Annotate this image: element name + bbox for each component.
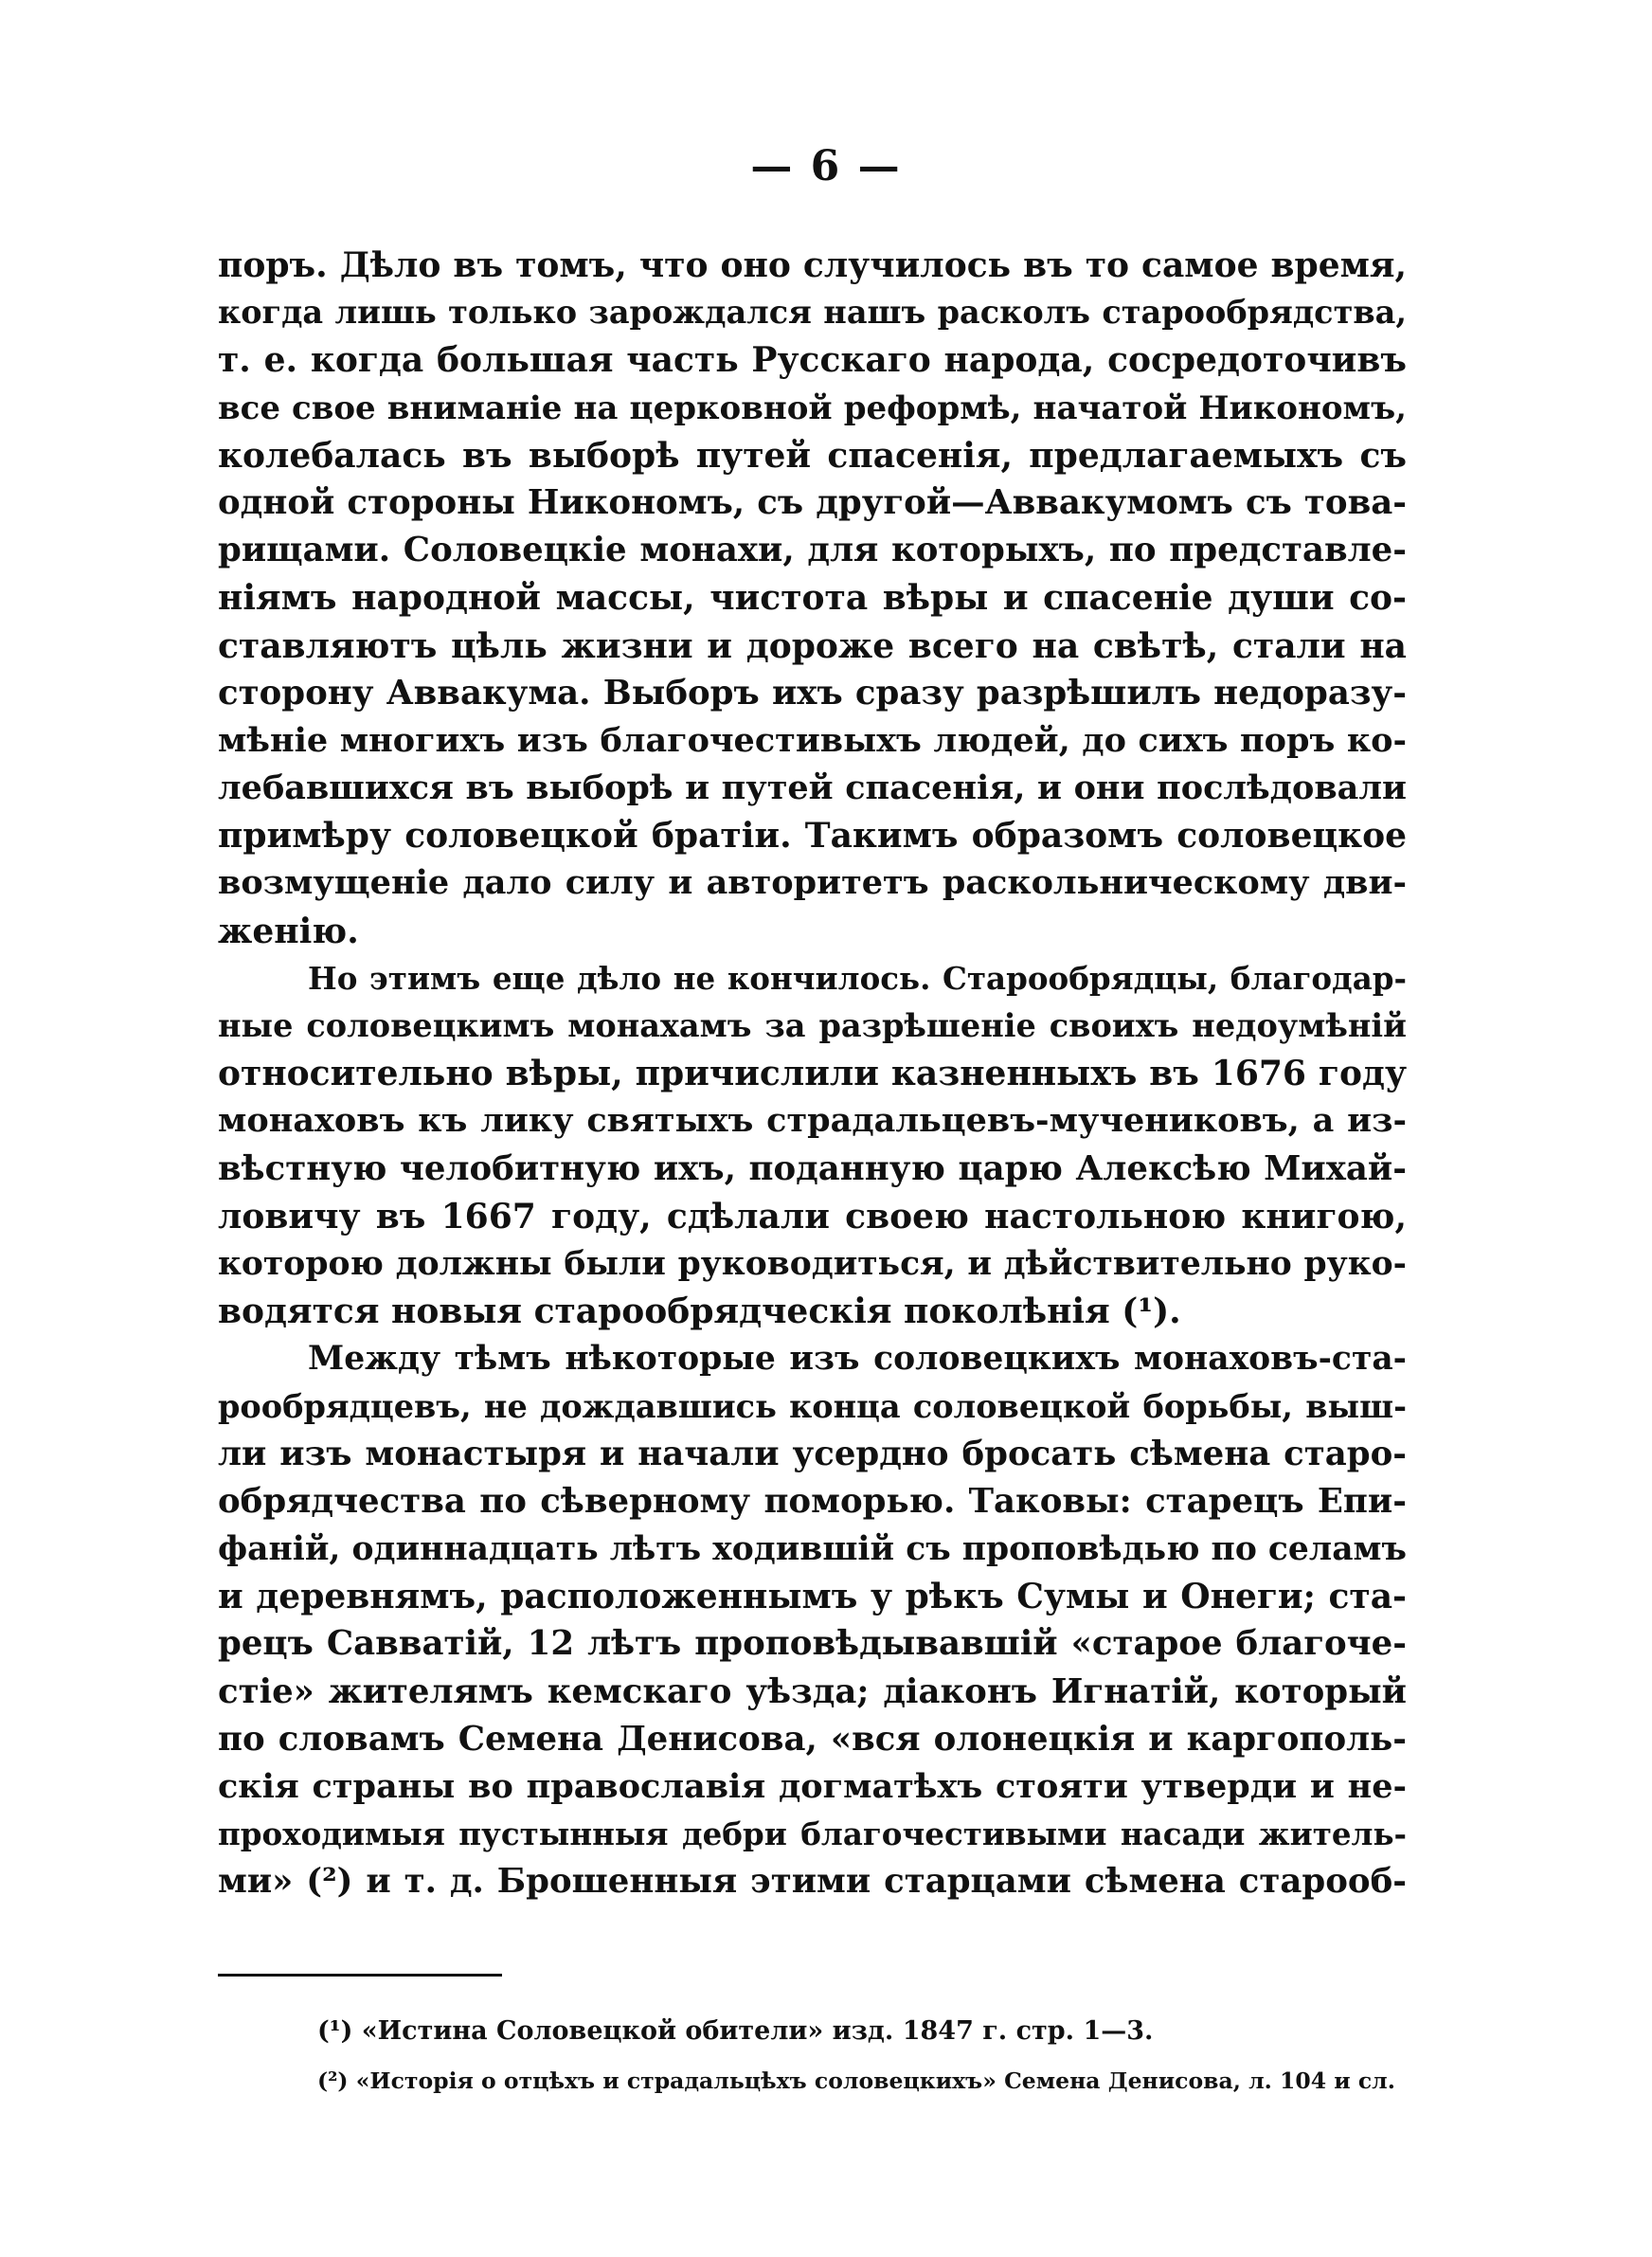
text-line: рищами. Соловецкіе монахи, для которыхъ, по представле-: [218, 531, 1407, 570]
text-line: ми» (²) и т. д. Брошенныя этими старцами сѣмена старооб-: [218, 1862, 1407, 1902]
text-line: ловичу въ 1667 году, сдѣлали своею настольною книгою,: [218, 1196, 1407, 1237]
text-line: все свое вниманіе на церковной реформѣ, начатой Никономъ,: [218, 388, 1407, 427]
text-line: женію.: [218, 911, 359, 951]
text-line: водятся новыя старообрядческія поколѣнія (¹).: [218, 1291, 1181, 1332]
text-line: поръ. Дѣло въ томъ, что оно случилось въ то самое время,: [218, 245, 1407, 285]
text-line: стіе» жителямъ кемскаго уѣзда; діаконъ Игнатій, который: [218, 1671, 1407, 1711]
footnote-2: (²) «Исторія о отцѣхъ и страдальцѣхъ соловецкихъ» Семена Денисова, л. 104 и сл.: [317, 2067, 1395, 2094]
text-line: колебалась въ выборѣ путей спасенія, предлагаемыхъ съ: [218, 435, 1407, 476]
text-line: рецъ Савватій, 12 лѣтъ проповѣдывавшій «старое благоче-: [218, 1624, 1407, 1664]
text-line: ли изъ монастыря и начали усердно бросать сѣмена старо-: [218, 1434, 1407, 1473]
footnote-1: (¹) «Истина Соловецкой обители» изд. 1847 г. стр. 1—3.: [317, 2016, 1154, 2046]
text-line: Между тѣмъ нѣкоторые изъ соловецкихъ монаховъ-ста-: [308, 1340, 1407, 1379]
page-number: — 6 —: [750, 142, 902, 190]
text-line: фаній, одиннадцать лѣтъ ходившій съ проповѣдью по селамъ: [218, 1530, 1407, 1569]
text-line: ставляютъ цѣль жизни и дороже всего на свѣтѣ, стали на: [218, 625, 1407, 666]
text-line: рообрядцевъ, не дождавшись конца соловецкой борьбы, выш-: [218, 1387, 1407, 1425]
text-line: обрядчества по сѣверному поморью. Таковы: старецъ Епи-: [218, 1481, 1407, 1521]
text-line: когда лишь только зарождался нашъ расколъ старообрядства,: [218, 294, 1407, 332]
text-line: которою должны были руководиться, и дѣйствительно руко-: [218, 1244, 1407, 1283]
text-line: примѣру соловецкой братіи. Такимъ образомъ соловецкое: [218, 816, 1407, 857]
text-line: и деревнямъ, расположеннымъ у рѣкъ Сумы и Онеги; ста-: [218, 1577, 1407, 1617]
text-line: мѣніе многихъ изъ благочестивыхъ людей, до сихъ поръ ко-: [218, 720, 1407, 760]
text-line: т. е. когда большая часть Русскаго народа, сосредоточивъ: [218, 340, 1407, 381]
text-line: монаховъ къ лику святыхъ страдальцевъ-мучениковъ, а из-: [218, 1101, 1407, 1141]
text-line: ніямъ народной массы, чистота вѣры и спасеніе души со-: [218, 578, 1407, 619]
text-line: относительно вѣры, причислили казненныхъ въ 1676 году: [218, 1054, 1407, 1094]
text-line: Но этимъ еще дѣло не кончилось. Старообрядцы, благодар-: [308, 959, 1407, 997]
text-line: сторону Аввакума. Выборъ ихъ сразу разрѣшилъ недоразу-: [218, 673, 1407, 713]
text-line: проходимыя пустынныя дебри благочестивыми насади житель-: [218, 1815, 1407, 1853]
text-line: лебавшихся въ выборѣ и путей спасенія, и они послѣдовали: [218, 768, 1407, 808]
text-line: одной стороны Никономъ, съ другой—Аввакумомъ съ това-: [218, 482, 1407, 522]
text-line: скія страны во православія догматѣхъ стояти утверди и не-: [218, 1767, 1407, 1806]
text-line: ные соловецкимъ монахамъ за разрѣшеніе своихъ недоумѣній: [218, 1007, 1407, 1044]
body-text: [218, 242, 1407, 1906]
footnotes: [317, 2007, 1407, 2105]
text-line: по словамъ Семена Денисова, «вся олонецкія и каргополь-: [218, 1719, 1407, 1759]
text-line: возмущеніе дало силу и авторитетъ раскольническому дви-: [218, 863, 1407, 903]
text-line: вѣстную челобитную ихъ, поданную царю Алексѣю Михай-: [218, 1148, 1407, 1188]
footnote-divider: [218, 1974, 502, 1977]
